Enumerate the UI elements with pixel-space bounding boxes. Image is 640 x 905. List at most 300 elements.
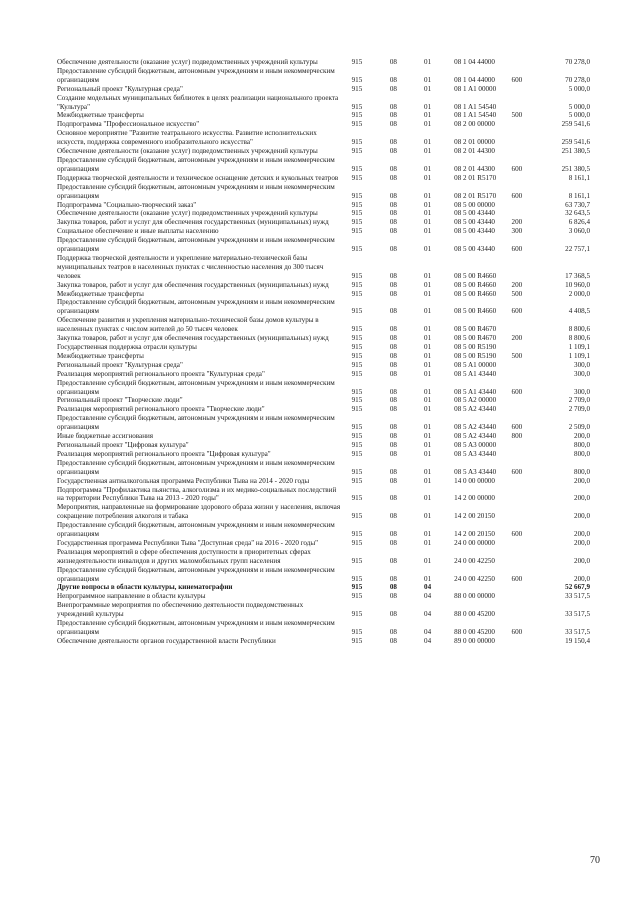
- row-name: Создание модельных муниципальных библиотек в целях реализации национального проекта "Культура": [57, 93, 339, 111]
- budget-table: [57, 58, 590, 646]
- table-row: [57, 129, 590, 147]
- row-name: Региональный проект "Культурная среда": [57, 84, 183, 93]
- row-section-code: 08: [389, 512, 397, 521]
- row-section-code: 08: [389, 325, 397, 334]
- row-name: Межбюджетные трансферты: [57, 289, 144, 298]
- row-subsection-code: 01: [424, 227, 432, 236]
- row-amount: 3 060,0: [568, 227, 590, 236]
- row-expense-type-code: [512, 486, 544, 504]
- row-section-code: 08: [389, 227, 397, 236]
- row-name: Предоставление субсидий бюджетным, автономным учреждениям и иным некоммерческим организациям: [57, 521, 335, 539]
- row-subsection-code: 01: [424, 369, 432, 378]
- row-department-code: 915: [351, 538, 363, 547]
- row-section-code: 08: [389, 583, 397, 592]
- row-target-item-code: 08 2 01 R5170: [454, 191, 497, 200]
- row-expense-type-code: [512, 405, 544, 414]
- row-name: Непрограммное направление в области культуры: [57, 592, 206, 601]
- row-amount: 300,0: [574, 360, 590, 369]
- row-section-code: 08: [389, 245, 397, 254]
- row-department-code: 915: [351, 440, 363, 449]
- table-row: [57, 548, 590, 566]
- row-section-code: 08: [389, 574, 397, 583]
- row-expense-type-code: [512, 254, 544, 281]
- row-subsection-code: 01: [424, 538, 432, 547]
- row-target-item-code: 08 5 00 R5190: [454, 351, 497, 360]
- row-expense-type-code: [512, 201, 544, 210]
- row-subsection-code: 01: [424, 200, 432, 209]
- row-subsection-code: 01: [424, 147, 432, 156]
- row-target-item-code: 08 5 A1 00000: [454, 360, 497, 369]
- row-section-code: 08: [389, 556, 397, 565]
- row-expense-type-code: 600: [511, 164, 523, 173]
- row-subsection-code: 04: [424, 628, 432, 636]
- table-row: [57, 486, 590, 504]
- table-row: [57, 450, 590, 459]
- row-name: Предоставление субсидий бюджетным, автономным учреждениям и иным некоммерческим организациям: [57, 182, 335, 200]
- row-section-code: 08: [389, 280, 397, 289]
- row-expense-type-code: [512, 450, 544, 459]
- row-target-item-code: 89 0 00 00000: [454, 636, 495, 645]
- table-row: [57, 352, 590, 361]
- row-name: Реализация мероприятий регионального проекта "Цифровая культура": [57, 449, 271, 458]
- row-section-code: 08: [389, 334, 397, 343]
- table-row: [57, 432, 590, 441]
- row-department-code: 915: [351, 610, 363, 619]
- row-section-code: 08: [389, 191, 397, 200]
- table-row: [57, 539, 590, 548]
- row-subsection-code: 01: [424, 467, 432, 476]
- row-amount: 70 278,0: [565, 58, 590, 66]
- row-subsection-code: 01: [424, 218, 432, 227]
- row-name: Предоставление субсидий бюджетным, автономным учреждениям и иным некоммерческим организациям: [57, 458, 335, 476]
- row-target-item-code: 08 5 A3 43440: [454, 449, 497, 458]
- row-expense-type-code: 600: [511, 387, 523, 396]
- row-subsection-code: 01: [424, 173, 432, 182]
- row-section-code: 08: [389, 289, 397, 298]
- table-row: [57, 592, 590, 601]
- row-amount: 300,0: [574, 369, 590, 378]
- row-amount: 800,0: [574, 449, 590, 458]
- row-target-item-code: 08 1 A1 00000: [454, 84, 497, 93]
- row-subsection-code: 01: [424, 476, 432, 485]
- row-subsection-code: 04: [424, 592, 432, 601]
- row-expense-type-code: [512, 316, 544, 334]
- row-subsection-code: 01: [424, 58, 432, 66]
- budget-table-body: [57, 58, 590, 646]
- row-target-item-code: 24 0 00 00000: [454, 538, 495, 547]
- row-name: Обеспечение деятельности (оказание услуг) подведомственных учреждений культуры: [57, 209, 318, 218]
- row-section-code: 08: [389, 467, 397, 476]
- page-number: 70: [590, 855, 600, 866]
- row-section-code: 08: [389, 218, 397, 227]
- table-row: [57, 174, 590, 183]
- row-section-code: 08: [389, 271, 397, 280]
- table-row: [57, 85, 590, 94]
- row-subsection-code: 01: [424, 351, 432, 360]
- row-department-code: 915: [351, 512, 363, 521]
- row-department-code: 915: [351, 396, 363, 405]
- row-amount: 63 730,7: [565, 200, 590, 209]
- table-row: [57, 379, 590, 397]
- row-target-item-code: 24 0 00 42250: [454, 556, 495, 565]
- row-name: Реализация мероприятий в сфере обеспечения доступности в приоритетных сферах жизнедеятельности инвалидов и других маломобильных групп населения: [57, 547, 311, 565]
- row-amount: 33 517,5: [565, 592, 590, 601]
- row-subsection-code: 01: [424, 449, 432, 458]
- row-amount: 10 960,0: [565, 280, 590, 289]
- row-name: Государственная антиалкогольная программа Республики Тыва на 2014 - 2020 годы: [57, 476, 310, 485]
- row-amount: 2 509,0: [568, 423, 590, 432]
- row-amount: 8 161,1: [568, 191, 590, 200]
- row-expense-type-code: [512, 370, 544, 379]
- row-amount: 5 000,0: [568, 111, 590, 120]
- row-expense-type-code: 600: [511, 191, 523, 200]
- row-department-code: 915: [351, 387, 363, 396]
- row-target-item-code: 08 5 A2 43440: [454, 423, 497, 432]
- row-target-item-code: 08 5 00 R4670: [454, 334, 497, 343]
- row-department-code: 915: [351, 138, 363, 147]
- table-row: [57, 67, 590, 85]
- row-amount: 200,0: [574, 512, 590, 521]
- row-name: Иные бюджетные ассигнования: [57, 432, 154, 441]
- row-department-code: 915: [351, 218, 363, 227]
- row-name: Межбюджетные трансферты: [57, 351, 144, 360]
- row-section-code: 08: [389, 628, 397, 636]
- row-name: Поддержка творческой деятельности и укрепление материально-технической базы муниципальных театров в населенных пунктах с численностью населения до 300 тысяч человек: [57, 253, 324, 280]
- row-name: Предоставление субсидий бюджетным, автономным учреждениям и иным некоммерческим организациям: [57, 619, 335, 636]
- row-department-code: 915: [351, 628, 363, 636]
- row-department-code: 915: [351, 369, 363, 378]
- row-department-code: 915: [351, 307, 363, 316]
- row-section-code: 08: [389, 538, 397, 547]
- row-expense-type-code: [512, 441, 544, 450]
- row-name: Государственная поддержка отрасли культуры: [57, 343, 197, 351]
- row-amount: 33 517,5: [565, 628, 590, 636]
- row-name: Другие вопросы в области культуры, кинематографии: [57, 583, 233, 592]
- row-amount: 8 800,6: [568, 325, 590, 334]
- row-expense-type-code: [512, 601, 544, 619]
- row-target-item-code: 08 5 A1 43440: [454, 369, 497, 378]
- row-target-item-code: 24 0 00 42250: [454, 574, 495, 583]
- table-row: [57, 583, 590, 592]
- row-target-item-code: 88 0 00 00000: [454, 592, 495, 601]
- row-subsection-code: 04: [424, 583, 432, 592]
- row-name: Государственная программа Республики Тыва "Доступная среда" на 2016 - 2020 годы": [57, 538, 319, 547]
- row-section-code: 08: [389, 200, 397, 209]
- row-amount: 8 161,1: [568, 173, 590, 182]
- table-row: [57, 637, 590, 646]
- row-subsection-code: 01: [424, 191, 432, 200]
- row-section-code: 08: [389, 351, 397, 360]
- row-section-code: 08: [389, 476, 397, 485]
- row-department-code: 915: [351, 405, 363, 414]
- row-subsection-code: 01: [424, 530, 432, 539]
- row-subsection-code: 04: [424, 610, 432, 619]
- row-section-code: 08: [389, 387, 397, 396]
- row-department-code: 915: [351, 467, 363, 476]
- row-amount: 5 000,0: [568, 102, 590, 111]
- row-section-code: 08: [389, 164, 397, 173]
- row-expense-type-code: 600: [511, 530, 523, 539]
- row-target-item-code: 88 0 00 45200: [454, 628, 495, 636]
- table-row: [57, 316, 590, 334]
- row-name: Поддержка творческой деятельности и техническое оснащение детских и кукольных театров: [57, 173, 339, 182]
- row-expense-type-code: [512, 343, 544, 352]
- row-target-item-code: 08 5 00 R4670: [454, 325, 497, 334]
- row-target-item-code: 08 5 00 R4660: [454, 280, 497, 289]
- row-department-code: 915: [351, 173, 363, 182]
- row-target-item-code: 08 5 A2 43440: [454, 405, 497, 414]
- table-row: [57, 566, 590, 584]
- table-row: [57, 343, 590, 352]
- row-subsection-code: 01: [424, 75, 432, 84]
- row-name: Основное мероприятие "Развитие театрального искусства. Развитие исполнительских искусств, поддержка современного изобразительного искусства": [57, 129, 317, 147]
- row-expense-type-code: 200: [511, 218, 523, 227]
- row-name: Реализация мероприятий регионального проекта "Культурная среда": [57, 369, 265, 378]
- row-department-code: 915: [351, 227, 363, 236]
- row-section-code: 08: [389, 405, 397, 414]
- row-expense-type-code: 600: [511, 75, 523, 84]
- row-amount: 6 826,4: [568, 218, 590, 227]
- table-row: [57, 619, 590, 637]
- row-expense-type-code: 600: [511, 467, 523, 476]
- row-name: Обеспечение деятельности органов государственной власти Республики: [57, 636, 276, 645]
- row-amount: 4 408,5: [568, 307, 590, 316]
- row-subsection-code: 01: [424, 325, 432, 334]
- row-expense-type-code: [512, 396, 544, 405]
- row-expense-type-code: [512, 58, 544, 67]
- row-expense-type-code: [512, 174, 544, 183]
- row-expense-type-code: [512, 85, 544, 94]
- row-subsection-code: 01: [424, 245, 432, 254]
- row-target-item-code: 08 5 00 R4660: [454, 271, 497, 280]
- row-subsection-code: 01: [424, 574, 432, 583]
- table-row: [57, 370, 590, 379]
- row-amount: 800,0: [574, 467, 590, 476]
- table-row: [57, 201, 590, 210]
- row-name: Внепрограммные мероприятия по обеспечению деятельности подведомственных учреждений культуры: [57, 601, 304, 619]
- table-row: [57, 58, 590, 67]
- row-subsection-code: 01: [424, 343, 432, 351]
- row-expense-type-code: [512, 209, 544, 218]
- row-expense-type-code: [512, 477, 544, 486]
- row-section-code: 08: [389, 120, 397, 129]
- row-subsection-code: 01: [424, 111, 432, 120]
- row-expense-type-code: [512, 637, 544, 646]
- row-name: Региональный проект "Культурная среда": [57, 360, 183, 369]
- row-name: Обеспечение деятельности (оказание услуг) подведомственных учреждений культуры: [57, 58, 318, 66]
- table-row: [57, 156, 590, 174]
- row-department-code: 915: [351, 583, 363, 592]
- row-subsection-code: 01: [424, 307, 432, 316]
- row-name: Обеспечение развития и укрепления материально-технической базы домов культуры в населенных пунктах с числом жителей до 50 тысяч человек: [57, 316, 319, 334]
- row-expense-type-code: 200: [511, 280, 523, 289]
- row-amount: 300,0: [574, 387, 590, 396]
- row-amount: 17 368,5: [565, 271, 590, 280]
- row-section-code: 08: [389, 423, 397, 432]
- row-amount: 19 150,4: [565, 636, 590, 645]
- row-name: Реализация мероприятий регионального проекта "Творческие люди": [57, 405, 265, 414]
- row-name: Предоставление субсидий бюджетным, автономным учреждениям и иным некоммерческим организациям: [57, 378, 335, 396]
- row-expense-type-code: [512, 94, 544, 112]
- table-row: [57, 441, 590, 450]
- row-subsection-code: 01: [424, 423, 432, 432]
- table-row: [57, 601, 590, 619]
- row-subsection-code: 01: [424, 494, 432, 503]
- row-name: Обеспечение деятельности (оказание услуг) подведомственных учреждений культуры: [57, 147, 318, 156]
- table-row: [57, 459, 590, 477]
- row-section-code: 08: [389, 360, 397, 369]
- table-row: [57, 334, 590, 343]
- row-department-code: 915: [351, 334, 363, 343]
- row-department-code: 915: [351, 245, 363, 254]
- row-section-code: 08: [389, 610, 397, 619]
- budget-table-sheet: [57, 58, 590, 646]
- row-target-item-code: 08 5 00 43440: [454, 209, 495, 218]
- row-section-code: 08: [389, 147, 397, 156]
- row-expense-type-code: 600: [511, 628, 523, 636]
- row-section-code: 08: [389, 307, 397, 316]
- row-section-code: 08: [389, 636, 397, 645]
- row-subsection-code: 01: [424, 440, 432, 449]
- row-name: Предоставление субсидий бюджетным, автономным учреждениям и иным некоммерческим организациям: [57, 565, 335, 583]
- row-section-code: 08: [389, 102, 397, 111]
- row-amount: 200,0: [574, 432, 590, 441]
- row-subsection-code: 01: [424, 280, 432, 289]
- row-department-code: 915: [351, 592, 363, 601]
- row-subsection-code: 01: [424, 360, 432, 369]
- row-subsection-code: 01: [424, 289, 432, 298]
- row-subsection-code: 01: [424, 396, 432, 405]
- row-subsection-code: 01: [424, 556, 432, 565]
- row-target-item-code: 08 2 01 00000: [454, 138, 495, 147]
- row-target-item-code: 08 5 A3 43440: [454, 467, 497, 476]
- row-expense-type-code: 500: [511, 289, 523, 298]
- table-row: [57, 236, 590, 254]
- row-amount: 200,0: [574, 494, 590, 503]
- row-target-item-code: 08 5 A2 00000: [454, 396, 497, 405]
- row-target-item-code: [450, 583, 511, 592]
- row-section-code: 08: [389, 58, 397, 66]
- row-department-code: 915: [351, 325, 363, 334]
- row-name: Закупка товаров, работ и услуг для обеспечения государственных (муниципальных) нужд: [57, 280, 329, 289]
- row-department-code: 915: [351, 556, 363, 565]
- row-name: Региональный проект "Цифровая культура": [57, 440, 189, 449]
- row-name: Предоставление субсидий бюджетным, автономным учреждениям и иным некоммерческим организациям: [57, 414, 335, 432]
- row-department-code: 915: [351, 289, 363, 298]
- row-target-item-code: 14 0 00 00000: [454, 476, 495, 485]
- row-subsection-code: 01: [424, 405, 432, 414]
- row-amount: 200,0: [574, 556, 590, 565]
- row-name: Региональный проект "Творческие люди": [57, 396, 183, 405]
- row-department-code: 915: [351, 120, 363, 129]
- row-target-item-code: 14 2 00 00000: [454, 494, 495, 503]
- table-row: [57, 183, 590, 201]
- row-section-code: 08: [389, 343, 397, 351]
- row-amount: 800,0: [574, 440, 590, 449]
- row-target-item-code: 08 5 00 R4660: [454, 289, 497, 298]
- row-amount: 2 709,0: [568, 405, 590, 414]
- row-subsection-code: 01: [424, 512, 432, 521]
- row-target-item-code: 08 5 A2 43440: [454, 432, 497, 441]
- row-expense-type-code: [512, 503, 544, 521]
- row-expense-type-code: [512, 539, 544, 548]
- row-expense-type-code: [512, 129, 544, 147]
- row-amount: 8 800,6: [568, 334, 590, 343]
- row-department-code: 915: [351, 360, 363, 369]
- row-expense-type-code: [512, 592, 544, 601]
- row-department-code: 915: [351, 164, 363, 173]
- row-section-code: 08: [389, 111, 397, 120]
- row-target-item-code: 08 5 A1 43440: [454, 387, 497, 396]
- row-target-item-code: 08 5 00 00000: [454, 200, 495, 209]
- row-department-code: 915: [351, 432, 363, 441]
- row-amount: 251 380,5: [561, 164, 590, 173]
- row-name: Подпрограмма "Социально-творческий заказ": [57, 200, 197, 209]
- row-amount: 1 109,1: [568, 343, 590, 351]
- row-amount: 259 541,6: [561, 120, 590, 129]
- row-name: Подпрограмма "Профессиональное искусство": [57, 120, 200, 129]
- row-department-code: 915: [351, 209, 363, 218]
- row-subsection-code: 04: [424, 636, 432, 645]
- row-subsection-code: 01: [424, 120, 432, 129]
- table-row: [57, 111, 590, 120]
- row-department-code: 915: [351, 636, 363, 645]
- row-expense-type-code: 300: [511, 227, 523, 236]
- row-amount: 200,0: [574, 538, 590, 547]
- row-section-code: 08: [389, 592, 397, 601]
- row-name: Закупка товаров, работ и услуг для обеспечения государственных (муниципальных) нужд: [57, 334, 329, 343]
- table-row: [57, 361, 590, 370]
- row-name: Мероприятия, направленные на формирование здорового образа жизни у населения, включая сокращение потребления алкоголя и табака: [57, 503, 341, 521]
- row-section-code: 08: [389, 138, 397, 147]
- row-expense-type-code: 600: [511, 574, 523, 583]
- row-expense-type-code: 600: [511, 245, 523, 254]
- row-amount: 5 000,0: [568, 84, 590, 93]
- row-subsection-code: 01: [424, 164, 432, 173]
- row-subsection-code: 01: [424, 102, 432, 111]
- row-amount: 33 517,5: [565, 610, 590, 619]
- row-department-code: 915: [351, 476, 363, 485]
- row-name: Предоставление субсидий бюджетным, автономным учреждениям и иным некоммерческим организациям: [57, 155, 335, 173]
- row-target-item-code: 08 1 04 44000: [454, 75, 495, 84]
- row-section-code: 08: [389, 209, 397, 218]
- row-department-code: 915: [351, 449, 363, 458]
- row-expense-type-code: 200: [511, 334, 523, 343]
- row-department-code: 915: [351, 530, 363, 539]
- table-row: [57, 120, 590, 129]
- row-section-code: 08: [389, 530, 397, 539]
- row-department-code: 915: [351, 75, 363, 84]
- row-target-item-code: 08 1 A1 54540: [454, 111, 497, 120]
- row-target-item-code: 08 1 04 44000: [454, 58, 495, 66]
- row-section-code: 08: [389, 449, 397, 458]
- row-target-item-code: 08 5 00 43440: [454, 227, 495, 236]
- row-subsection-code: 01: [424, 84, 432, 93]
- table-row: [57, 227, 590, 236]
- row-target-item-code: 08 5 00 43440: [454, 245, 495, 254]
- row-expense-type-code: 500: [511, 111, 523, 120]
- table-row: [57, 503, 590, 521]
- row-name: Предоставление субсидий бюджетным, автономным учреждениям и иным некоммерческим организациям: [57, 236, 335, 254]
- row-department-code: 915: [351, 351, 363, 360]
- row-subsection-code: 01: [424, 387, 432, 396]
- row-expense-type-code: [512, 120, 544, 129]
- table-row: [57, 477, 590, 486]
- row-amount: 2 000,0: [568, 289, 590, 298]
- table-row: [57, 209, 590, 218]
- row-section-code: 08: [389, 440, 397, 449]
- row-name: Предоставление субсидий бюджетным, автономным учреждениям и иным некоммерческим организациям: [57, 66, 335, 84]
